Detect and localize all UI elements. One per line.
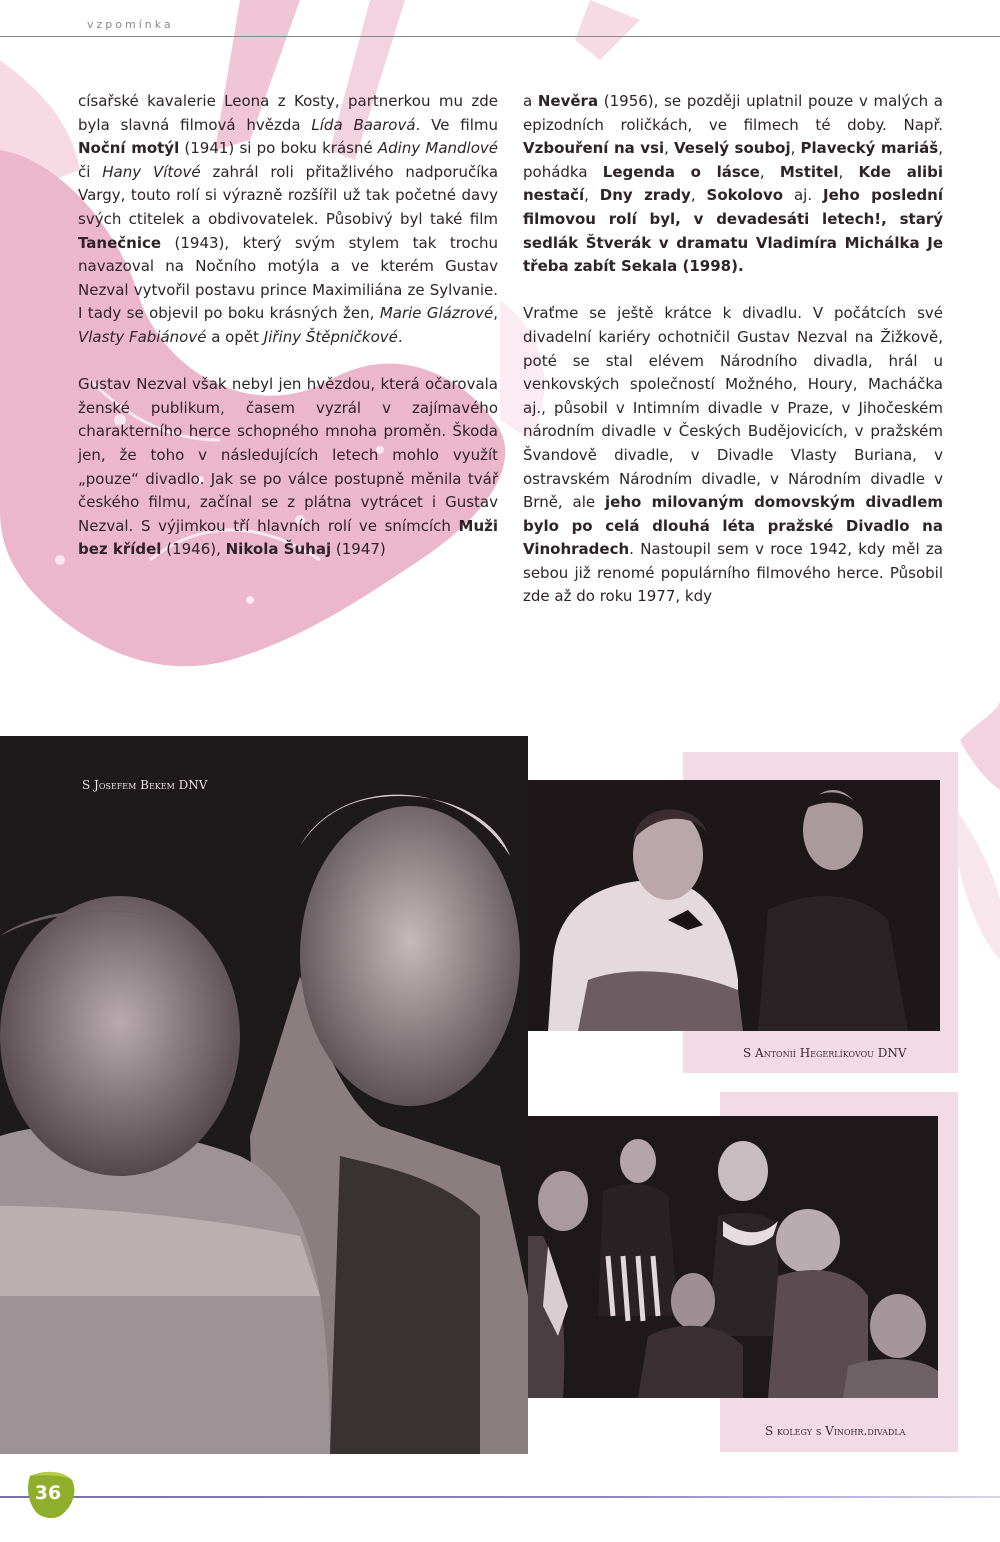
left-column — [78, 90, 498, 585]
text-run: . Nastoupil sem v roce 1942, kdy měl za sebou již renomé populárního filmového herce. Působil zde až do roku 1977, kdy — [523, 540, 943, 606]
text-run: . — [397, 327, 403, 346]
text-run: , — [790, 139, 801, 158]
photo-top-right — [528, 780, 940, 1031]
bold-text: Mstitel — [779, 162, 839, 181]
bold-text: Plavecký mariáš — [800, 139, 939, 158]
text-run: (1946), — [161, 540, 226, 559]
text-run: Gustav Nezval však nebyl jen hvězdou, která očarovala ženské publikum, časem vyzrál v zajímavého charakterního herce schopného mnoha proměn. Škoda jen, že toho v následujících letech mohlo využít „pouze“ divadlo. Jak se po válce postupně měnila tvář českého filmu, začínal se z plátna vytrácet i Gustav Nezval. S výjimkou tří hlavních rolí ve snímcích — [78, 375, 498, 535]
italic-name: Lída Baarová — [311, 115, 416, 134]
bold-text: Kde alibi nestačí — [523, 162, 944, 205]
text-run: , — [759, 162, 780, 181]
photo-bottom-right — [528, 1116, 938, 1398]
text-run: (1943), který svým stylem tak trochu navazoval na Nočního motýla a ve kterém Gustav Nezval vytvořil postavu prince Maximiliána ze Sylvanie. I tady se objevil po boku krásných žen, — [78, 233, 498, 323]
bold-text: Noční motýl — [78, 139, 180, 158]
bold-text: Muži bez křídel — [78, 516, 498, 559]
text-run: (1947) — [331, 540, 386, 559]
paragraph — [523, 302, 943, 609]
italic-name: Jiřiny Štěpničkové — [263, 327, 398, 346]
page-number: 36 — [34, 1482, 62, 1504]
bold-text: Sokolovo — [706, 186, 784, 205]
italic-name: Vlasty Fabiánové — [78, 327, 207, 346]
text-run: . Ve filmu — [415, 115, 498, 134]
text-run: , — [690, 186, 707, 205]
photo-large-image — [0, 736, 528, 1454]
text-run: či — [78, 162, 103, 181]
text-run: , — [584, 186, 600, 205]
text-run: Vraťme se ještě krátce k divadlu. V počátcích své divadelní kariéry ochotničil Gustav Nezval na Žižkově, poté se stal elévem Národního divadla, hrál u venkovských společností Možného, Houry, Macháčka aj., působil v Intimním divadle v Praze, v Jihočeském národním divadle v Českých Budějovicích, v pražském Švandově divadle, v Divadle Vlasty Buriana, v ostravském Národním divadle, v Národním divadle v Brně, ale — [523, 304, 943, 512]
bold-text: Nikola Šuhaj — [225, 540, 332, 559]
bold-text: Veselý souboj — [674, 139, 791, 158]
italic-name: Hany Vítové — [102, 162, 201, 181]
italic-name: Marie Glázrové — [379, 304, 494, 323]
bold-text: Nevěra — [537, 92, 599, 110]
footer-rule — [0, 1496, 1000, 1498]
italic-name: Adiny Mandlové — [377, 139, 498, 158]
photo-bottom-right-caption: S kolegy s Vinohr.divadla — [765, 1424, 906, 1438]
right-column — [523, 90, 943, 633]
paragraph — [78, 373, 498, 562]
paragraph — [78, 90, 498, 350]
photo-top-right-image — [528, 780, 940, 1031]
text-run: , pohádka — [523, 139, 943, 181]
text-run: a — [523, 92, 538, 110]
text-run: zahrál roli přitažlivého nadporučíka Vargy, touto rolí si výrazně rozšířil už tak početné davy svých ctitelek a obdivovatelek. Působivý byl také film — [78, 162, 499, 228]
photo-large-caption: S Josefem Bekem DNV — [82, 778, 208, 792]
photo-large — [0, 736, 528, 1454]
bold-text: jeho milovaným domovským divadlem bylo po celá dlouhá léta pražské Divadlo na Vinohradech — [523, 493, 943, 559]
text-run: (1956), se později uplatnil pouze v malých a epizodních roličkách, ve filmech té doby. Např. — [523, 92, 943, 134]
bold-text: Tanečnice — [78, 233, 162, 252]
bold-text: Legenda o lásce — [602, 162, 760, 181]
header-rule — [0, 36, 1000, 37]
text-run: (1941) si po boku krásné — [179, 139, 378, 158]
text-run: a opět — [206, 327, 264, 346]
bold-text: Jeho poslední filmovou rolí byl, v devadesáti letech!, starý sedlák Štverák v dramatu Vladimíra Michálka Je třeba zabít Sekala (1998). — [523, 186, 943, 276]
paragraph — [523, 90, 943, 279]
photo-top-right-caption: S Antonií Hegerlíkovou DNV — [743, 1046, 907, 1060]
section-label: vzpomínka — [87, 18, 174, 31]
bold-text: Dny zrady — [599, 186, 691, 205]
photo-bottom-right-image — [528, 1116, 938, 1398]
text-run: , — [664, 139, 675, 158]
text-run: , — [838, 162, 859, 181]
text-run: aj. — [783, 186, 824, 205]
bold-text: Vzbouření na vsi — [523, 139, 665, 158]
text-run: císařské kavalerie Leona z Kosty, partnerkou mu zde byla slavná filmová hvězda — [78, 92, 498, 134]
text-run: , — [493, 304, 498, 323]
